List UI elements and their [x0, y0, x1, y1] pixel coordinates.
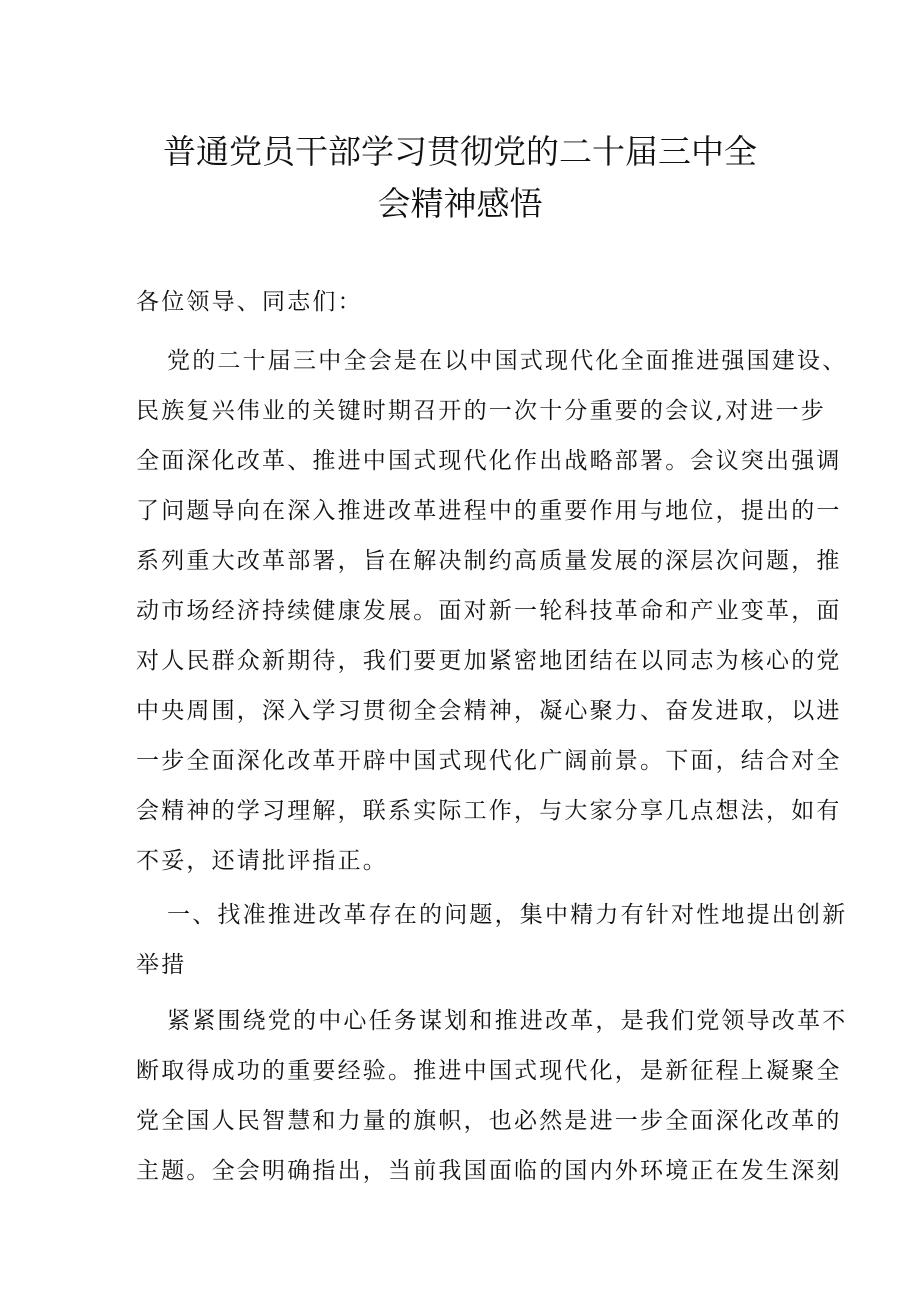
paragraph-line: 会精神的学习理解，联系实际工作，与大家分享几点想法，如有 — [136, 798, 842, 824]
paragraph-line: 全面深化改革、推进中国式现代化作出战略部署。会议突出强调 — [136, 448, 842, 474]
paragraph-line: 了问题导向在深入推进改革进程中的重要作用与地位，提出的一 — [136, 498, 842, 524]
title-line-1: 普通党员干部学习贯彻党的二十届三中全 — [163, 132, 757, 171]
paragraph-line: 中央周围，深入学习贯彻全会精神，凝心聚力、奋发进取，以进 — [136, 698, 842, 724]
paragraph-line: 紧紧围绕党的中心任务谋划和推进改革，是我们党领导改革不 — [167, 1008, 848, 1034]
paragraph-line: 党的二十届三中全会是在以中国式现代化全面推进强国建设、 — [167, 348, 848, 374]
paragraph-line: 主题。全会明确指出，当前我国面临的国内外环境正在发生深刻 — [136, 1158, 842, 1184]
paragraph-line: 系列重大改革部署，旨在解决制约高质量发展的深层次问题，推 — [136, 548, 842, 574]
paragraph-line: 动市场经济持续健康发展。面对新一轮科技革命和产业变革，面 — [136, 598, 842, 624]
heading-line: 举措 — [136, 952, 187, 978]
paragraph-line: 一步全面深化改革开辟中国式现代化广阔前景。下面，结合对全 — [136, 748, 842, 774]
salutation: 各位领导、同志们： — [136, 289, 363, 315]
paragraph-line: 对人民群众新期待，我们要更加紧密地团结在以同志为核心的党 — [136, 648, 842, 674]
paragraph-line: 民族复兴伟业的关键时期召开的一次十分重要的会议,对进一步 — [136, 398, 826, 424]
title-line-2: 会精神感悟 — [377, 184, 543, 223]
document-title — [130, 126, 790, 230]
paragraph-line: 断取得成功的重要经验。推进中国式现代化，是新征程上凝聚全 — [136, 1058, 842, 1084]
paragraph-line: 不妥，还请批评指正。 — [136, 848, 388, 874]
paragraph-line: 党全国人民智慧和力量的旗帜，也必然是进一步全面深化改革的 — [136, 1108, 842, 1134]
heading-line: 一、找准推进改革存在的问题，集中精力有针对性地提出创新 — [167, 902, 848, 928]
